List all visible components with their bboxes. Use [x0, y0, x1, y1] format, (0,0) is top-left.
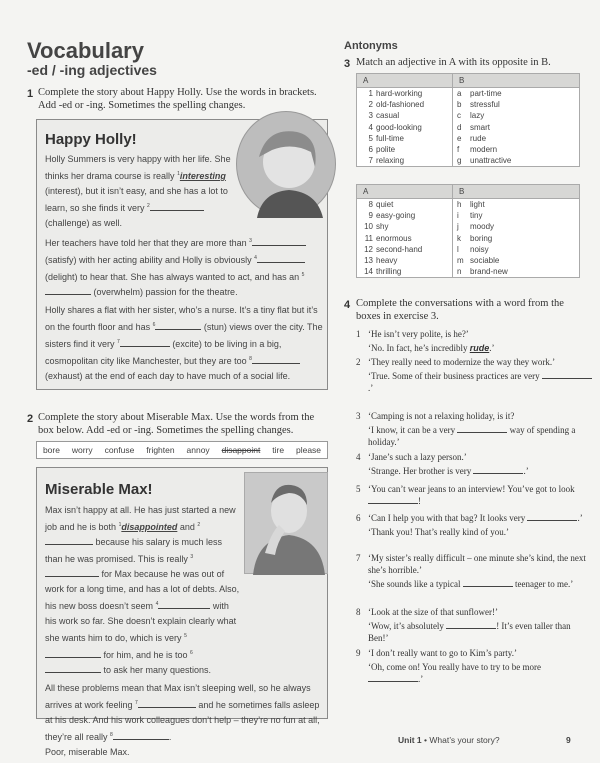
footer: [398, 735, 500, 745]
col-b-header: B: [453, 74, 580, 88]
adjective-b: i tiny: [453, 210, 580, 221]
answer-gap[interactable]: [446, 620, 496, 629]
conversation-item: 4 ‘Jane’s such a lazy person.’ ‘Strange. Her brother is very .’: [356, 452, 529, 476]
adjective-a: 3 casual: [357, 110, 453, 121]
antonyms-table-2: [356, 184, 580, 278]
adjective-b: m sociable: [453, 255, 580, 266]
table-row: [357, 255, 580, 266]
miserable-max-title: Miserable Max!: [45, 481, 153, 498]
adjective-b: l noisy: [453, 244, 580, 255]
table-row: [357, 266, 580, 277]
word-worry: worry: [71, 445, 93, 455]
answer-gap[interactable]: [527, 512, 577, 521]
adjective-b: c lazy: [453, 110, 580, 121]
adjective-a: 12 second-hand: [357, 244, 453, 255]
gap-max-6[interactable]: [45, 664, 101, 673]
col-b-header: B: [453, 185, 580, 199]
table-row: [357, 144, 580, 155]
adjective-a: 13 heavy: [357, 255, 453, 266]
adjective-b: a part-time: [453, 88, 580, 99]
gap-holly-4[interactable]: [257, 254, 305, 263]
conversation-item: 3 ‘Camping is not a relaxing holiday, is it? ‘I know, it can be a very way of spending a holiday.’: [356, 411, 576, 447]
unit-label: Unit 1: [398, 735, 422, 745]
word-tire: tire: [272, 445, 285, 455]
table-row: [357, 221, 580, 232]
adjective-b: g unattractive: [453, 155, 580, 166]
adjective-b: e rude: [453, 133, 580, 144]
conversation-item: 5 ‘You can’t wear jeans to an interview! You’ve got to look !: [356, 484, 575, 506]
answer-gap[interactable]: [457, 424, 507, 433]
table-row: [357, 199, 580, 210]
page-title: Vocabulary: [27, 38, 144, 63]
word-disappoint: disappoint: [221, 445, 261, 455]
conversation-item: 6 ‘Can I help you with that bag? It looks very .’ ‘Thank you! That’s really kind of you.’: [356, 513, 583, 537]
exercise-1-instruction: Complete the story about Happy Holly. Use the words in brackets. Add -ed or -ing. Sometimes the spelling changes.: [38, 87, 317, 111]
word-annoy: annoy: [186, 445, 210, 455]
table-row: [357, 88, 580, 99]
unit-title: What’s your story?: [429, 735, 500, 745]
antonyms-table-1: [356, 73, 580, 167]
answer-gap[interactable]: [473, 465, 523, 474]
gap-holly-6[interactable]: [155, 321, 201, 330]
gap-holly-3[interactable]: [252, 237, 306, 246]
gap-max-4[interactable]: [158, 600, 210, 609]
gap-max-5[interactable]: [45, 649, 101, 658]
table-row: [357, 210, 580, 221]
adjective-a: 7 relaxing: [357, 155, 453, 166]
conversation-item: 8 ‘Look at the size of that sunflower!’ ‘Wow, it’s absolutely ! It’s even taller than Ben!’: [356, 607, 571, 643]
answer-gap[interactable]: [542, 370, 592, 379]
table-row: [357, 133, 580, 144]
exercise-4-instruction: Complete the conversations with a word from the boxes in exercise 3.: [356, 298, 564, 322]
exercise-4-number: 4: [344, 299, 351, 311]
adjective-b: h light: [453, 199, 580, 210]
footer-separator: •: [424, 735, 427, 745]
gap-holly-7[interactable]: [120, 338, 170, 347]
gap-max-3[interactable]: [45, 568, 99, 577]
exercise-1-number: 1: [27, 88, 34, 100]
exercise-3-number: 3: [344, 58, 351, 70]
antonyms-heading: Antonyms: [344, 40, 398, 52]
gap-max-8[interactable]: [113, 731, 169, 740]
gap-holly-2[interactable]: [150, 202, 204, 211]
col-a-header: A: [357, 74, 453, 88]
adjective-b: d smart: [453, 121, 580, 132]
adjective-a: 5 full-time: [357, 133, 453, 144]
conversation-item: 7 ‘My sister’s really difficult – one minute she’s kind, the next she’s horrible.’ ‘She sounds like a typical teenager to me.’: [356, 553, 586, 589]
adjective-a: 4 good-looking: [357, 121, 453, 132]
answer-gap[interactable]: [463, 578, 513, 587]
word-frighten: frighten: [146, 445, 175, 455]
exercise-3-instruction: Match an adjective in A with its opposite in B.: [356, 57, 551, 68]
page-number: 9: [566, 735, 571, 745]
table-row: [357, 155, 580, 166]
miserable-max-story: Max isn’t happy at all. He has just started a new job and he is both $^1$disappointed and $^2$ because his salary is much less than he was promised. This is really $^3$ for Max because he was out of work for a long time, and has a lot of debts. Also, his new boss doesn’t seem $^4$ with his work so far. She doesn’t explain clearly what she wants him to do, which is very $^5$ for him, and he is too $^6$ to ask her many questions. All these problems mean that Max isn’t sleeping well, so he always arrives at work feeling $^7$ and he sometimes falls asleep at his desk. And his work colleagues don’t help – they’re no fun at all, they’re all really $^8$ . Poor, miserable Max.: [45, 505, 320, 757]
word-please: please: [295, 445, 322, 455]
exercise-2-number: 2: [27, 413, 34, 425]
happy-holly-story: Holly Summers is very happy with her life. She thinks her drama course is really $^1$interesting (interest), but it isn’t easy, and she has a lot to learn, so she finds it very $^2$ (challenge) as well. Her teachers have told her that they are more than $^3$ (satisfy) with her acting ability and Holly is obviously $^4$ (delight) to hear that. She has always wanted to act, and has an $^5$ (overwhelm) passion for the theatre. Holly shares a flat with her sister, who’s a nurse. It’s a tiny flat but it’s on the fourth floor and has $^6$ (stun) views over the city. The sisters find it very $^7$ (excite) to be living in a big, cosmopolitan city like Manchester, but they are too $^8$ (exhaust) at the end of each day to have much of a social life.: [45, 154, 323, 381]
adjective-b: n brand-new: [453, 266, 580, 277]
adjective-a: 10 shy: [357, 221, 453, 232]
gap-holly-5[interactable]: [45, 286, 91, 295]
table-row: [357, 232, 580, 243]
answer-rude: rude: [469, 343, 490, 353]
adjective-b: j moody: [453, 221, 580, 232]
adjective-a: 6 polite: [357, 144, 453, 155]
adjective-b: f modern: [453, 144, 580, 155]
adjective-b: k boring: [453, 232, 580, 243]
page-subtitle: -ed / -ing adjectives: [27, 62, 157, 78]
answer-max-1: disappointed: [121, 522, 178, 532]
conversation-item: 2 ‘They really need to modernize the way they work.’ ‘True. Some of their business practices are very .’: [356, 356, 592, 394]
gap-max-2[interactable]: [45, 536, 93, 545]
gap-max-7[interactable]: [138, 699, 196, 708]
conversation-item: 9 ‘I don’t really want to go to Kim’s party.’ ‘Oh, come on! You really have to try to be more .’: [356, 648, 541, 684]
conversation-item: 1 ‘He isn’t very polite, is he?’ ‘No. In fact, he’s incredibly rude.’: [356, 329, 495, 353]
col-a-header: A: [357, 185, 453, 199]
adjective-a: 8 quiet: [357, 199, 453, 210]
table-row: [357, 110, 580, 121]
table-row: [357, 99, 580, 110]
adjective-a: 11 enormous: [357, 232, 453, 243]
happy-holly-title: Happy Holly!: [45, 131, 137, 148]
answer-gap[interactable]: [368, 495, 418, 504]
answer-1: interesting: [179, 171, 226, 181]
adjective-a: 2 old-fashioned: [357, 99, 453, 110]
exercise-2-instruction: Complete the story about Miserable Max. Use the words from the box below. Add -ed or -ing. Sometimes the spelling changes.: [38, 412, 315, 436]
table-row: [357, 121, 580, 132]
adjective-a: 1 hard-working: [357, 88, 453, 99]
table-row: [357, 244, 580, 255]
word-box: [36, 441, 328, 459]
gap-holly-8[interactable]: [252, 355, 300, 364]
word-bore: bore: [42, 445, 60, 455]
adjective-a: 14 thrilling: [357, 266, 453, 277]
answer-gap[interactable]: [368, 673, 418, 682]
adjective-a: 9 easy-going: [357, 210, 453, 221]
word-confuse: confuse: [104, 445, 135, 455]
adjective-b: b stressful: [453, 99, 580, 110]
